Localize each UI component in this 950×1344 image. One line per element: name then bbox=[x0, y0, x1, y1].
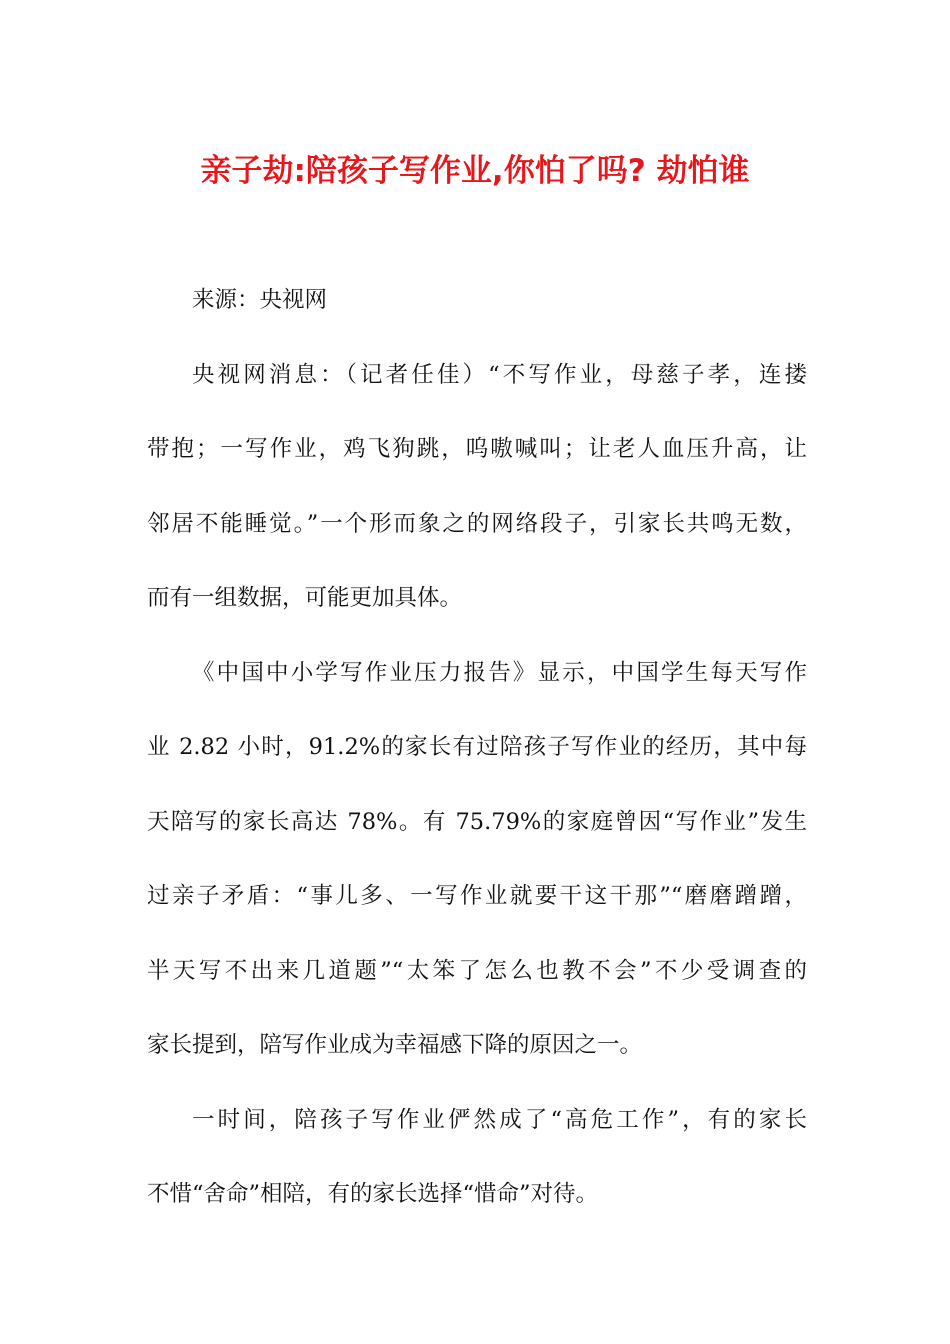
paragraph-2-line-6: 家长提到，陪写作业成为幸福感下降的原因之一。 bbox=[147, 1032, 643, 1058]
paragraph-1-line-2: 带抱；一写作业，鸡飞狗跳，呜嗷喊叫；让老人血压升高，让 bbox=[147, 436, 807, 462]
article-body bbox=[147, 277, 807, 1246]
paragraph-2-line-4: 过亲子矛盾：“事儿多、一写作业就要干这干那”“磨磨蹭蹭， bbox=[147, 883, 807, 909]
paragraph-3-line-1: 一时间，陪孩子写作业俨然成了“高危工作”，有的家长 bbox=[192, 1106, 807, 1133]
source-line: 来源：央视网 bbox=[192, 287, 328, 313]
paragraph-1-line-3: 邻居不能睡觉。”一个形而象之的网络段子，引家长共鸣无数， bbox=[147, 510, 807, 537]
page-title: 亲子劫:陪孩子写作业,你怕了吗? 劫怕谁 bbox=[200, 153, 750, 189]
paragraph-2-line-2: 业 2.82 小时，91.2%的家长有过陪孩子写作业的经历，其中每 bbox=[147, 734, 807, 760]
paragraph-2-line-3: 天陪写的家长高达 78%。有 75.79%的家庭曾因“写作业”发生 bbox=[147, 808, 807, 835]
paragraph-2-line-1: 《中国中小学写作业压力报告》显示，中国学生每天写作 bbox=[192, 659, 807, 686]
paragraph-1-line-1: 央视网消息：（记者任佳）“不写作业，母慈子孝，连搂 bbox=[192, 361, 807, 388]
paragraph-3-line-2: 不惜“舍命”相陪，有的家长选择“惜命”对待。 bbox=[147, 1181, 599, 1207]
paragraph-2-line-5: 半天写不出来几道题”“太笨了怎么也教不会”不少受调查的 bbox=[147, 957, 807, 984]
paragraph-1-line-4: 而有一组数据，可能更加具体。 bbox=[147, 585, 463, 611]
